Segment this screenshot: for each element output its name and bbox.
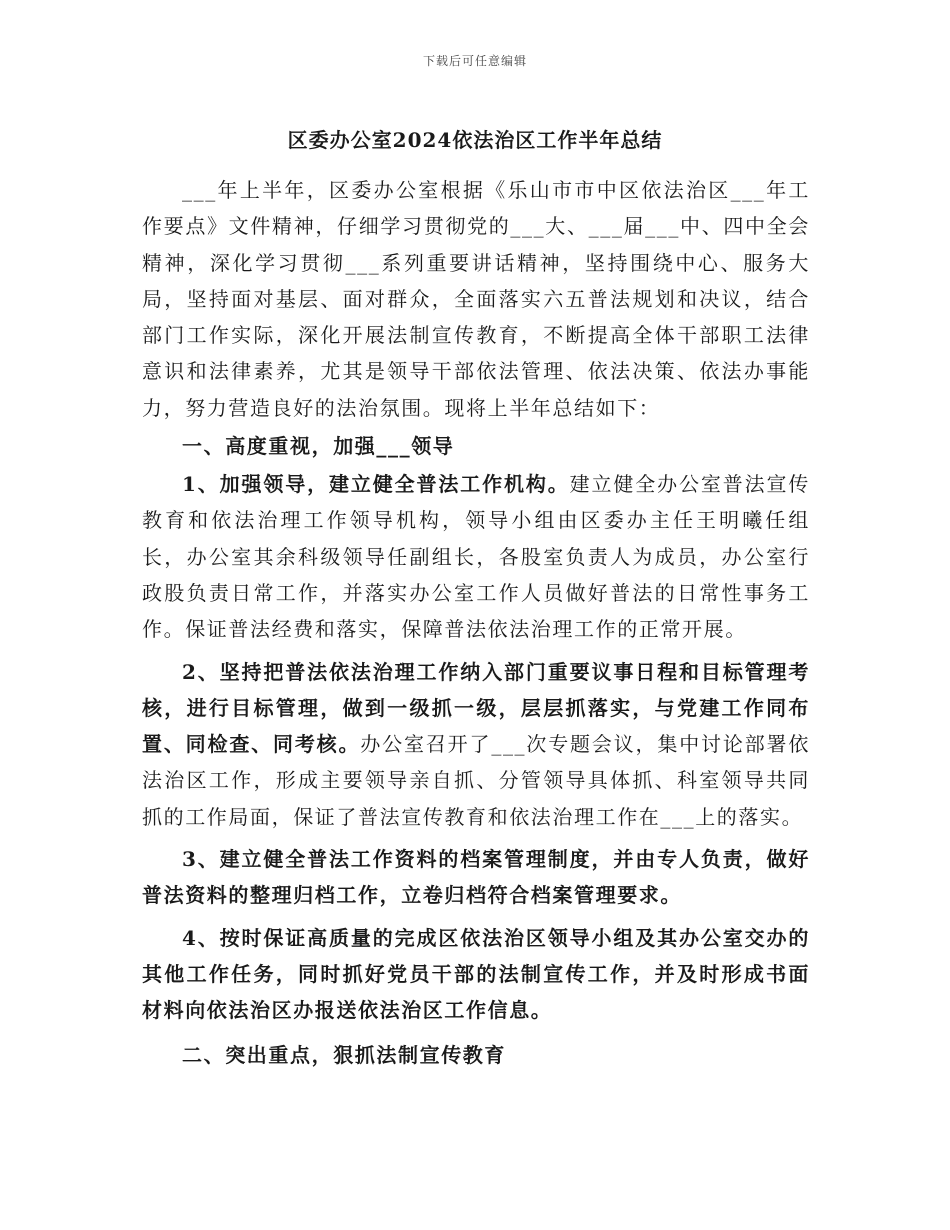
item-2-text: 办公室召开了___次专题会议，集中讨论部署依法治区工作，形成主要领导亲自抓、分管领导具体抓、科室领导共同抓的工作局面，保证了普法宣传教育和依法治理工作在___上的落实。 [142, 732, 810, 829]
item-1-text: 建立健全办公室普法宣传教育和依法治理工作领导机构，领导小组由区委办主任王明曦任组长，办公室其余科级领导任副组长，各股室负责人为成员，办公室行政股负责日常工作，并落实办公室工作人员做好普法的日常性事务工作。保证普法经费和落实，保障普法依法治理工作的正常开展。 [142, 472, 810, 642]
section-1-item-2 [142, 654, 810, 835]
intro-paragraph: ___年上半年，区委办公室根据《乐山市市中区依法治区___年工作要点》文件精神，仔细学习贯彻党的___大、___届___中、四中全会精神，深化学习贯彻___系列重要讲话精神，坚持围绕中心、服务大局，坚持面对基层、面对群众，全面落实六五普法规划和决议，结合部门工作实际，深化开展法制宣传教育，不断提高全体干部职工法律意识和法律素养，尤其是领导干部依法管理、依法决策、依法办事能力，努力营造良好的法治氛围。现将上半年总结如下： [142, 178, 810, 420]
section-1-item-4: 4、按时保证高质量的完成区依法治区领导小组及其办公室交办的其他工作任务，同时抓好党员干部的法制宣传工作，并及时形成书面材料向依法治区办报送依法治区工作信息。 [142, 925, 810, 1023]
document-title: 区委办公室2024依法治区工作半年总结 [287, 128, 663, 152]
header-note: 下载后可任意编辑 [422, 54, 527, 68]
section-1-item-1 [142, 466, 810, 647]
section-2-heading: 二、突出重点，狠抓法制宣传教育 [182, 1042, 506, 1067]
item-1-lead: 1、加强领导，建立健全普法工作机构。 [182, 472, 570, 497]
document-body [142, 172, 810, 1075]
item-2-lead: 2、坚持把普法依法治理工作纳入部门重要议事日程和目标管理考核，进行目标管理，做到一级抓一级，层层抓落实，与党建工作同布置、同检查、同考核。 [142, 659, 810, 757]
section-1-item-3: 3、建立健全普法工作资料的档案管理制度，并由专人负责，做好普法资料的整理归档工作，立卷归档符合档案管理要求。 [142, 847, 810, 908]
section-1-heading: 一、高度重视，加强___领导 [182, 434, 455, 459]
